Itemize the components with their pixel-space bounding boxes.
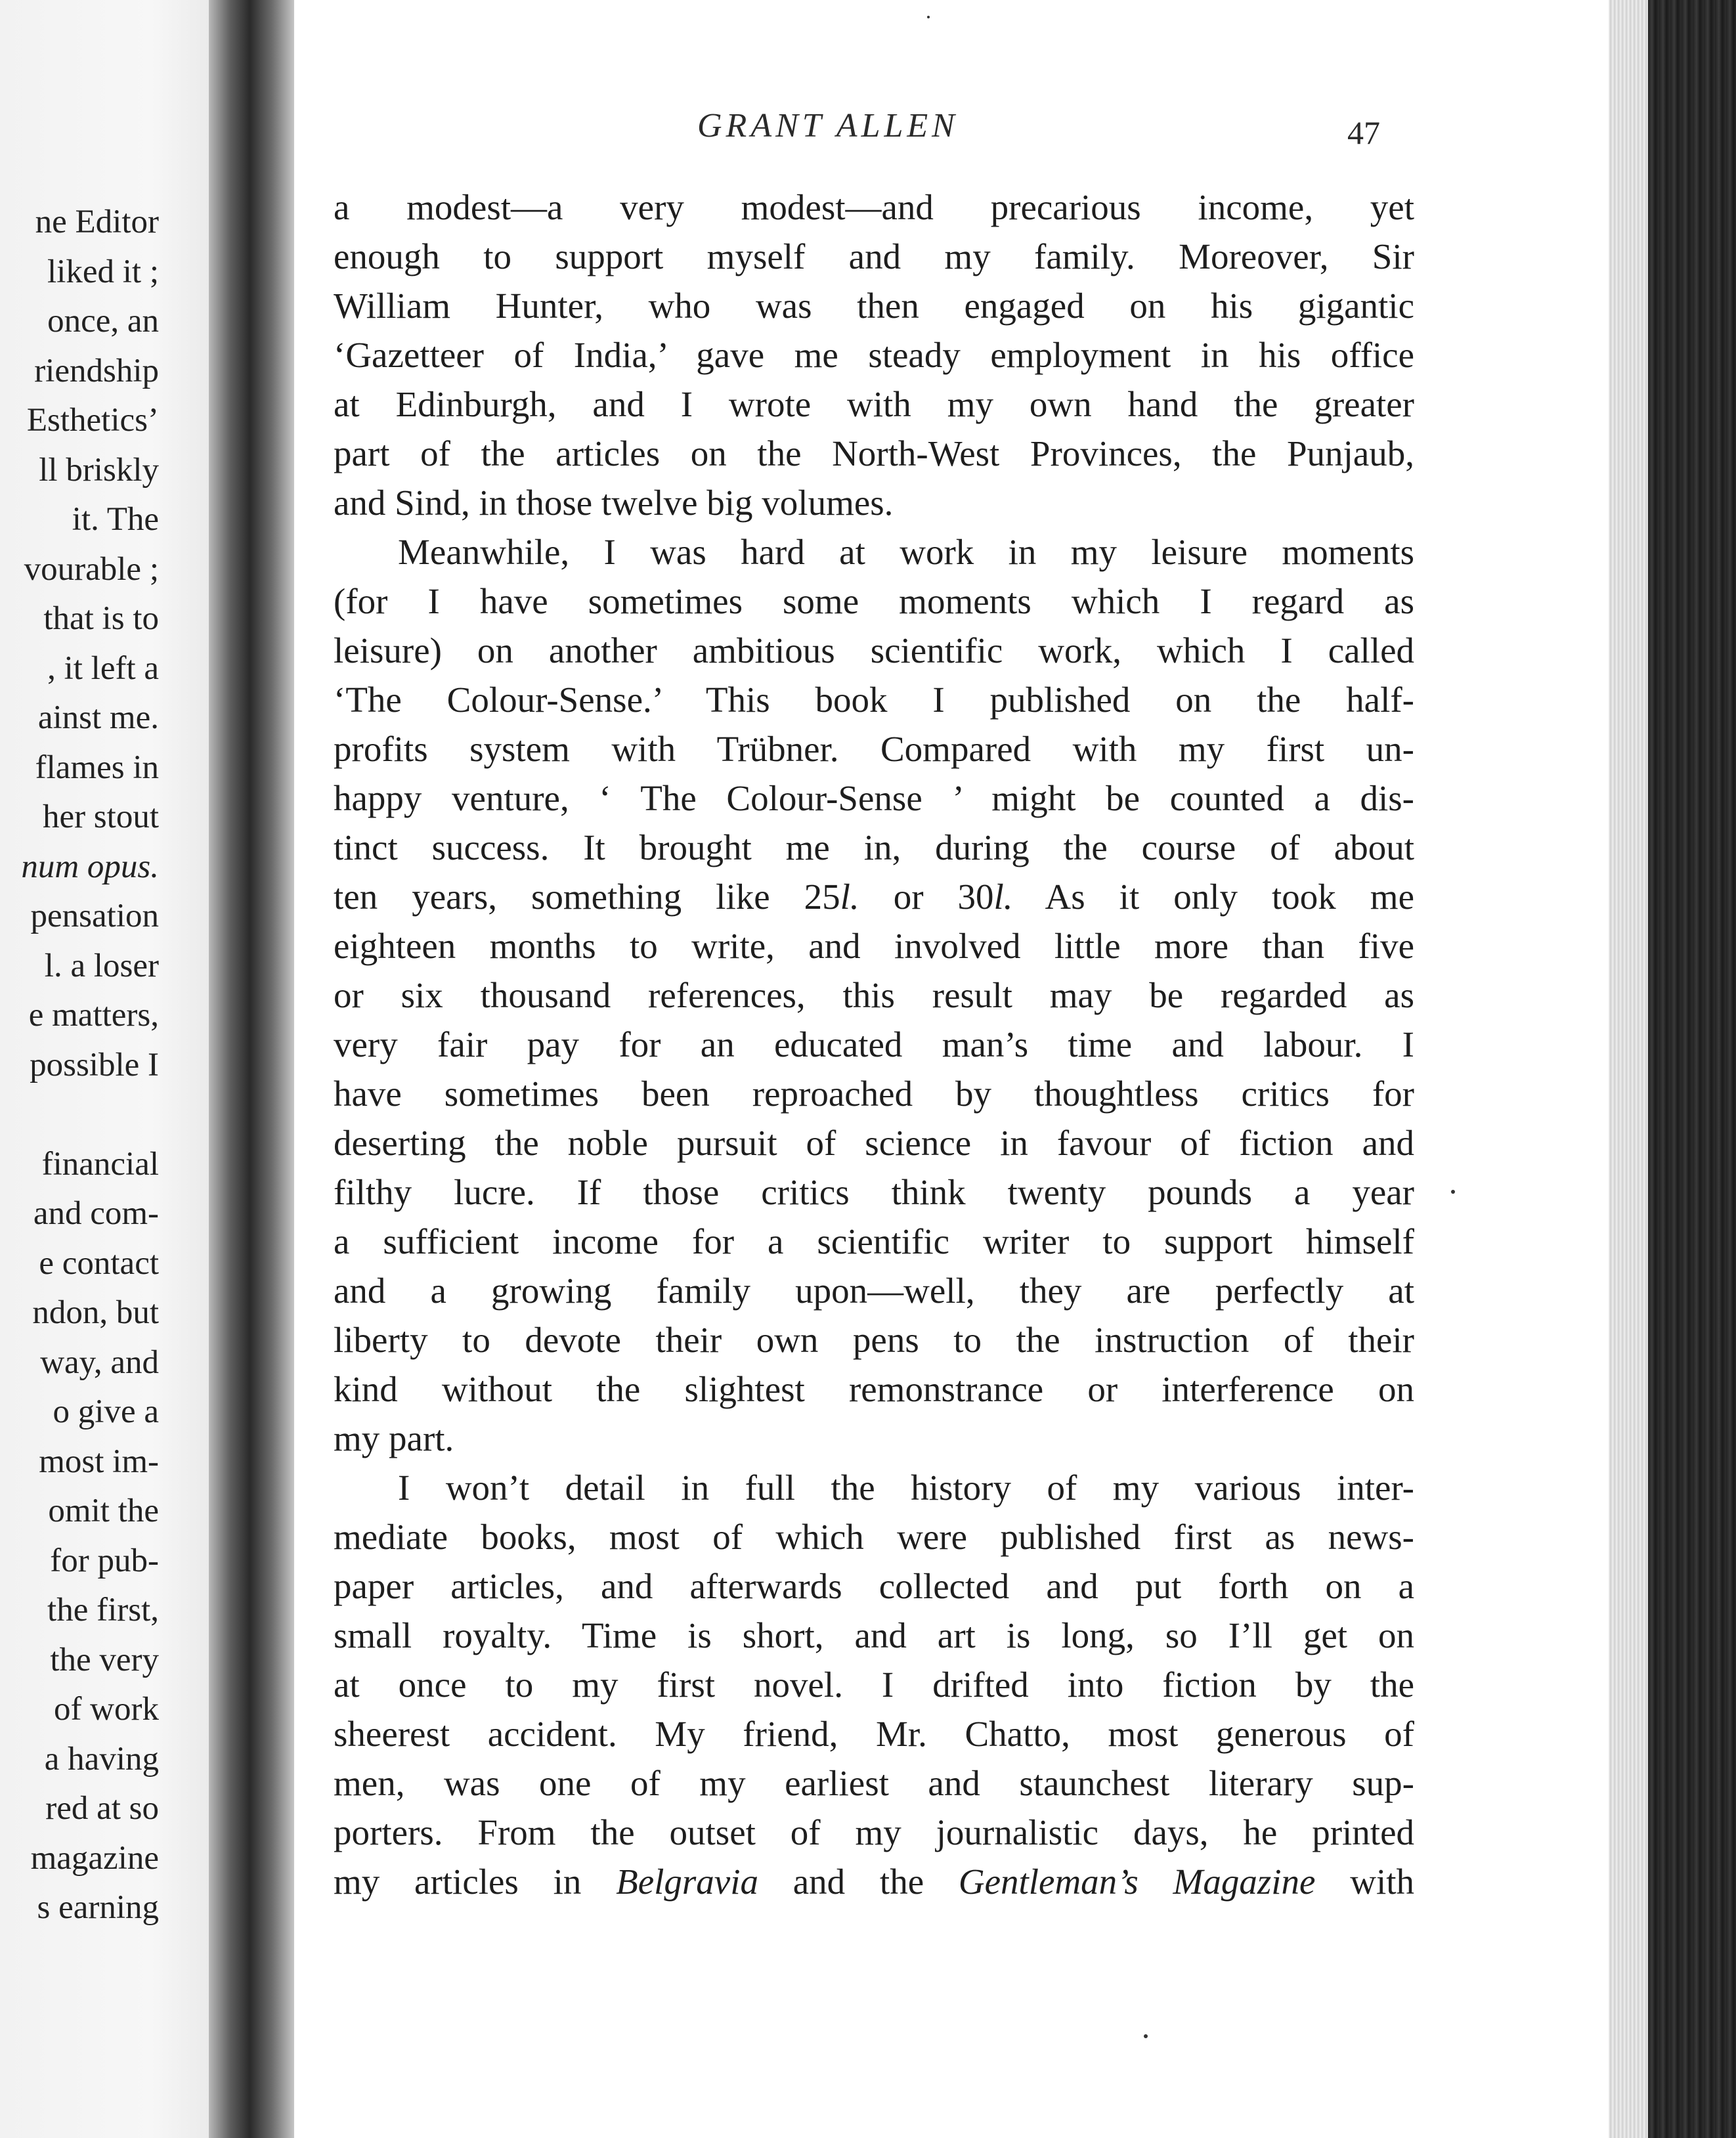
text-span: porters. From the outset of my journalistic days, he printed [334,1812,1414,1852]
text-span: paper articles, and afterwards collected and put forth on a [334,1566,1414,1606]
text-line [334,823,1414,872]
text-span: part of the articles on the North-West Provinces, the Punjaub, [334,433,1414,473]
text-span: with [1315,1862,1415,1902]
previous-page-line: most im- [39,1443,159,1480]
text-line [334,872,1414,921]
text-span: kind without the slightest remonstrance or interference on [334,1369,1414,1409]
previous-page-line: her stout [42,798,159,835]
text-span: filthy lucre. If those critics think twenty pounds a year [334,1172,1414,1212]
text-line [334,1414,1414,1463]
text-line [334,183,1414,232]
text-line [334,1512,1414,1561]
italic-text: Belgravia [616,1862,758,1902]
text-line [334,232,1414,281]
previous-page-line: magazine [30,1839,159,1877]
print-speck [927,16,930,18]
previous-page-line: it. The [72,501,159,538]
text-span: sheerest accident. My friend, Mr. Chatto, most generous of [334,1714,1414,1754]
previous-page-line: flames in [35,749,159,786]
text-span: my part. [334,1418,454,1458]
italic-text: Gentleman’s Magazine [958,1862,1316,1902]
previous-page-line: ll briskly [39,451,159,489]
text-line [334,1611,1414,1660]
page-number: 47 [1347,114,1380,151]
text-span: very fair pay for an educated man’s time and labour. I [334,1024,1414,1064]
text-span: deserting the noble pursuit of science in favour of fiction and [334,1123,1414,1163]
previous-page-line: pensation [30,898,159,934]
italic-text: l. [993,877,1013,917]
text-line [334,478,1414,527]
text-line [334,1561,1414,1611]
text-span: William Hunter, who was then engaged on his gigantic [334,286,1414,326]
text-line [334,380,1414,429]
text-span: I won’t detail in full the history of my various inter- [398,1468,1414,1508]
previous-page-line: l. a loser [44,947,159,984]
text-span: profits system with Trübner. Compared with my first un- [334,729,1414,769]
text-span: (for I have sometimes some moments which I regard as [334,581,1414,621]
previous-page-line: a having [44,1740,159,1778]
text-line [334,1660,1414,1709]
previous-page-line: that is to [43,600,159,637]
text-line [334,1118,1414,1167]
previous-page-line: riendship [34,352,159,389]
previous-page-line: and com- [33,1195,159,1232]
text-span: eighteen months to write, and involved little more than five [334,926,1414,966]
text-line [334,921,1414,971]
previous-page-line: of work [53,1691,159,1728]
previous-page-line: ainst me. [37,699,159,736]
previous-page-line: red at so [45,1790,159,1827]
previous-page-line: o give a [53,1393,159,1430]
text-span: small royalty. Time is short, and art is long, so I’ll get on [334,1615,1414,1655]
text-line [334,1069,1414,1118]
text-line [334,1463,1414,1512]
previous-page-line: num opus. [21,848,159,885]
previous-page-line: , it left a [47,649,159,687]
text-line [334,1020,1414,1069]
text-line [334,330,1414,380]
text-span: at once to my first novel. I drifted into fiction by the [334,1665,1414,1705]
text-line [334,675,1414,724]
previous-page-line: the first, [47,1592,159,1628]
text-line [334,527,1414,577]
text-line [334,1167,1414,1217]
text-span: ‘Gazetteer of India,’ gave me steady employment in his office [334,335,1414,375]
text-line [334,1857,1414,1906]
previous-page-line: Esthetics’ [26,402,159,439]
running-head: GRANT ALLEN [697,107,959,144]
previous-page-line: the very [50,1641,159,1678]
previous-page-line: possible I [30,1046,159,1083]
previous-page-line: once, an [47,303,159,339]
text-span: at Edinburgh, and I wrote with my own hand the greater [334,384,1414,424]
text-span: a modest—a very modest—and precarious income, yet [334,187,1414,227]
page-edges [1609,0,1648,2138]
previous-page-line: way, and [40,1343,159,1381]
text-span: As it only took me [1012,877,1415,917]
previous-page [0,0,217,2138]
text-span: tinct success. It brought me in, during the course of about [334,827,1414,867]
previous-page-line: liked it ; [47,253,159,290]
text-span: liberty to devote their own pens to the instruction of their [334,1320,1414,1360]
text-line [334,281,1414,330]
previous-page-line: ne Editor [35,204,159,240]
book-gutter [209,0,294,2138]
text-line [334,1266,1414,1315]
text-span: and a growing family upon—well, they are perfectly at [334,1271,1414,1311]
text-span: have sometimes been reproached by thoughtless critics for [334,1074,1414,1114]
text-span: happy venture, ‘ The Colour-Sense ’ might be counted a dis- [334,778,1414,818]
text-span: leisure) on another ambitious scientific work, which I called [334,630,1414,670]
previous-page-line: financial [41,1145,159,1183]
text-span: Meanwhile, I was hard at work in my leisure moments [398,532,1414,572]
text-span: or 30 [859,877,994,917]
text-span: a sufficient income for a scientific writer to support himself [334,1221,1414,1261]
previous-page-line: s earning [37,1889,159,1926]
text-span: and Sind, in those twelve big volumes. [334,483,894,523]
text-line [334,626,1414,675]
text-span: and the [758,1862,959,1902]
text-span: mediate books, most of which were published first as news- [334,1517,1414,1557]
previous-page-line: ndon, but [32,1294,159,1331]
text-line [334,971,1414,1020]
text-span: ten years, something like 25 [334,877,840,917]
body-text [334,183,1414,1906]
previous-page-line: omit the [48,1493,159,1529]
text-span: ‘The Colour-Sense.’ This book I published on the half- [334,680,1414,720]
text-span: enough to support myself and my family. Moreover, Sir [334,236,1414,276]
text-span: men, was one of my earliest and staunchest literary sup- [334,1763,1414,1803]
text-line [334,1217,1414,1266]
text-span: my articles in [334,1862,617,1902]
previous-page-line: for pub- [50,1542,159,1579]
text-line [334,1808,1414,1857]
text-span: or six thousand references, this result may be regarded as [334,975,1414,1015]
print-speck [1451,1190,1455,1194]
print-speck [1144,2034,1148,2038]
previous-page-line: vourable ; [24,550,159,588]
text-line [334,774,1414,823]
text-line [334,1709,1414,1758]
previous-page-line: e matters, [28,997,159,1034]
text-line [334,577,1414,626]
text-line [334,1315,1414,1364]
text-line [334,1758,1414,1808]
text-line [334,1364,1414,1414]
italic-text: l. [840,877,859,917]
book-cover-edge [1648,0,1736,2138]
text-line [334,429,1414,478]
text-line [334,724,1414,774]
previous-page-line: e contact [39,1244,159,1282]
